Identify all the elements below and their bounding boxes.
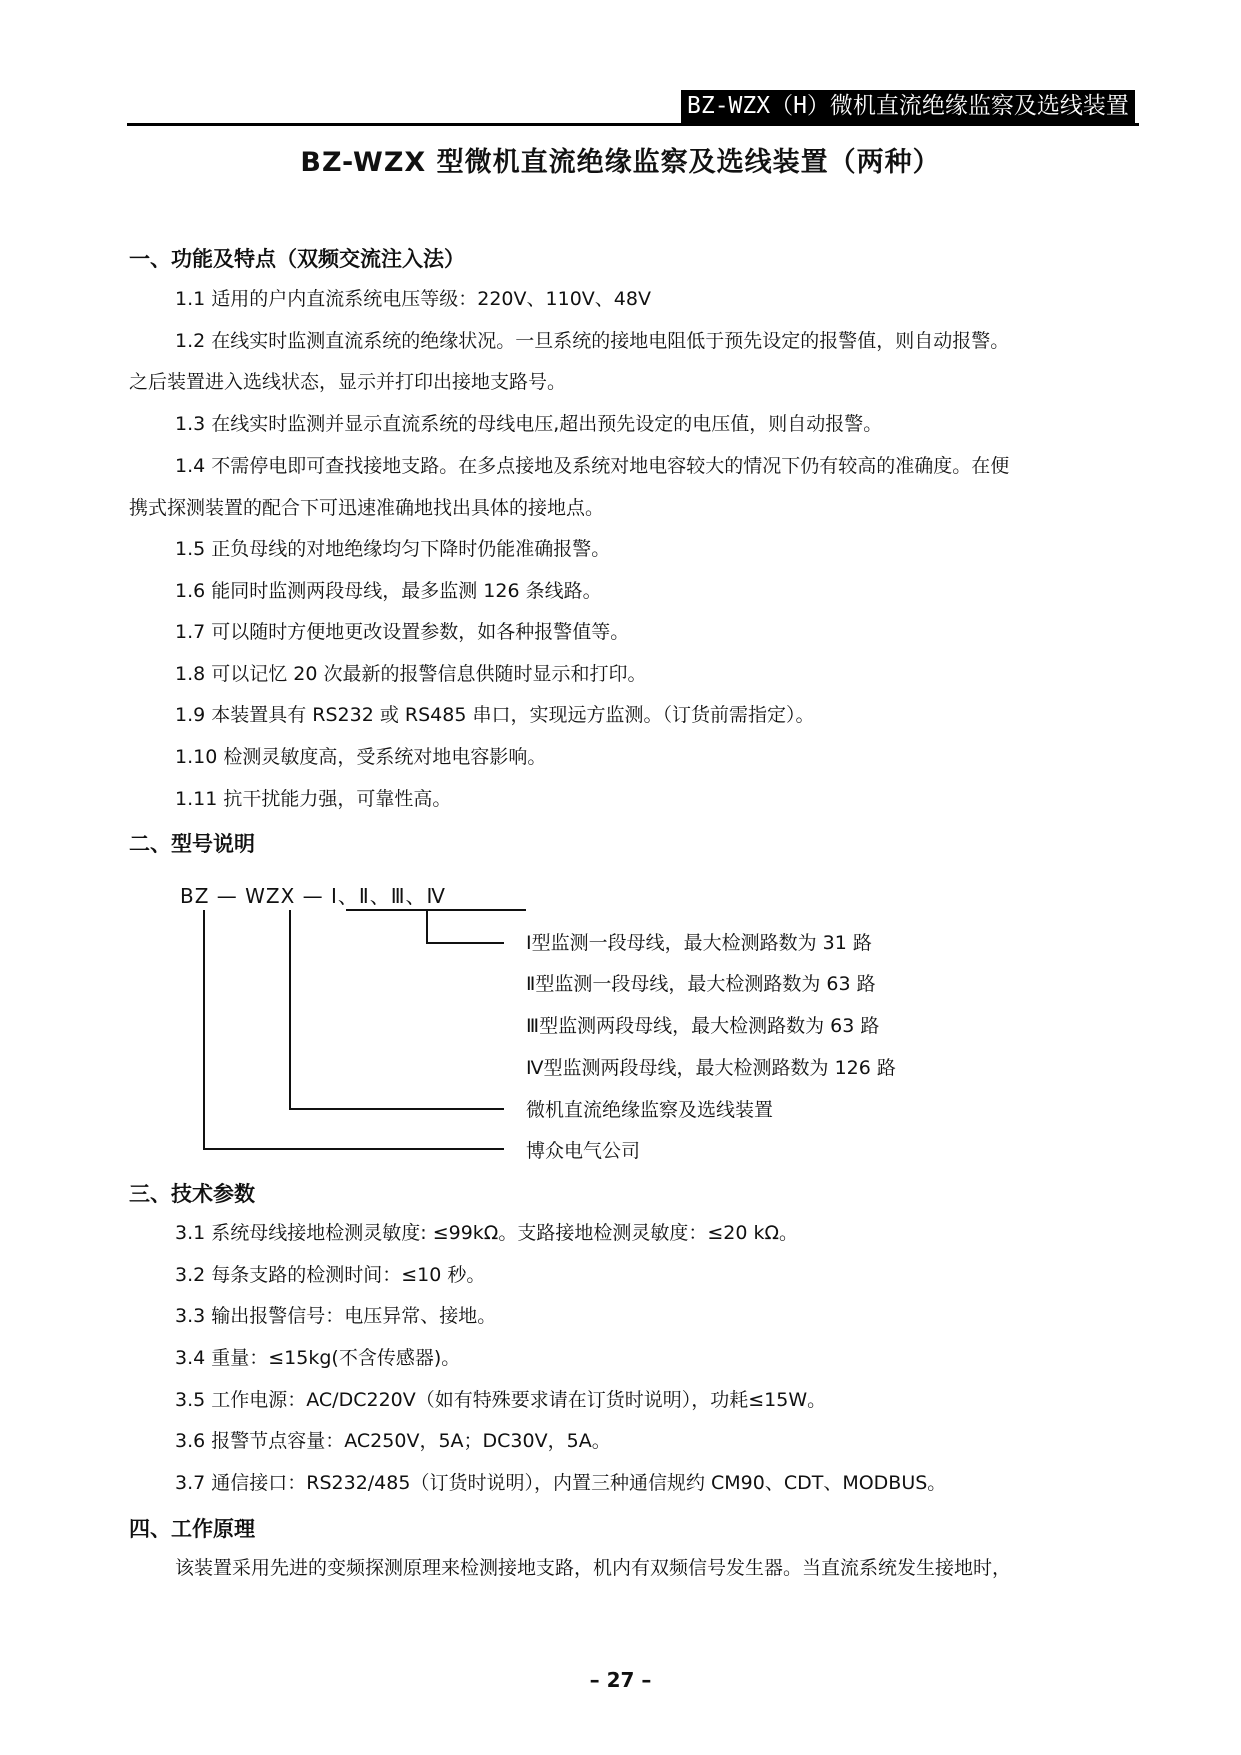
feature-item: 1.1 适用的户内直流系统电压等级：220V、110V、48V	[175, 288, 651, 310]
connector-roman-horizontal	[426, 942, 504, 944]
feature-item: 1.3 在线实时监测并显示直流系统的母线电压,超出预先设定的电压值，则自动报警。	[175, 413, 883, 435]
model-label-type-1: Ⅰ型监测一段母线，最大检测路数为 31 路	[526, 932, 872, 954]
model-label-device: 微机直流绝缘监察及选线装置	[526, 1099, 774, 1121]
spec-item: 3.7 通信接口：RS232/485（订货时说明），内置三种通信规约 CM90、CDT、MODBUS。	[175, 1472, 947, 1494]
connector-bz-horizontal	[203, 1148, 504, 1150]
section-heading-principle: 四、工作原理	[129, 1517, 255, 1541]
model-label-company: 博众电气公司	[526, 1140, 641, 1162]
spec-item: 3.6 报警节点容量：AC250V，5A；DC30V，5A。	[175, 1430, 611, 1452]
spec-item: 3.3 输出报警信号：电压异常、接地。	[175, 1305, 497, 1327]
model-label-type-2: Ⅱ型监测一段母线，最大检测路数为 63 路	[526, 973, 876, 995]
model-label-type-4: Ⅳ型监测两段母线，最大检测路数为 126 路	[526, 1057, 896, 1079]
feature-item: 1.9 本装置具有 RS232 或 RS485 串口，实现远方监测。（订货前需指定）。	[175, 704, 815, 726]
model-code: BZ — WZX — Ⅰ、Ⅱ、Ⅲ、Ⅳ	[180, 884, 447, 908]
spec-item: 3.4 重量：≤15kg(不含传感器)。	[175, 1347, 461, 1369]
feature-item: 1.7 可以随时方便地更改设置参数，如各种报警值等。	[175, 621, 630, 643]
feature-item: 1.2 在线实时监测直流系统的绝缘状况。一旦系统的接地电阻低于预先设定的报警值，则自动报警。	[175, 330, 1010, 352]
feature-item: 1.4 不需停电即可查找接地支路。在多点接地及系统对地电容较大的情况下仍有较高的准确度。在便	[175, 455, 1010, 477]
connector-roman-vertical	[426, 910, 428, 944]
document-title: BZ-WZX 型微机直流绝缘监察及选线装置（两种）	[300, 147, 941, 178]
section-heading-model: 二、型号说明	[129, 832, 255, 856]
running-header: BZ-WZX（H）微机直流绝缘监察及选线装置	[681, 90, 1135, 123]
connector-wzx-vertical	[289, 910, 291, 1110]
section-heading-specs: 三、技术参数	[129, 1182, 255, 1206]
spec-item: 3.5 工作电源：AC/DC220V（如有特殊要求请在订货时说明），功耗≤15W。	[175, 1389, 827, 1411]
roman-underline	[346, 909, 526, 911]
feature-item: 1.8 可以记忆 20 次最新的报警信息供随时显示和打印。	[175, 663, 647, 685]
connector-wzx-horizontal	[289, 1108, 504, 1110]
feature-item: 1.6 能同时监测两段母线，最多监测 126 条线路。	[175, 580, 602, 602]
page-number: – 27 –	[589, 1668, 652, 1692]
feature-item: 1.11 抗干扰能力强，可靠性高。	[175, 788, 452, 810]
section-heading-features: 一、功能及特点（双频交流注入法）	[129, 247, 465, 271]
spec-item: 3.1 系统母线接地检测灵敏度: ≤99kΩ。支路接地检测灵敏度：≤20 kΩ。	[175, 1222, 798, 1244]
feature-item-continuation: 之后装置进入选线状态，显示并打印出接地支路号。	[129, 371, 567, 393]
principle-paragraph: 该装置采用先进的变频探测原理来检测接地支路，机内有双频信号发生器。当直流系统发生接地时，	[175, 1557, 1012, 1579]
header-rule	[127, 123, 1139, 126]
connector-bz-vertical	[203, 910, 205, 1150]
spec-item: 3.2 每条支路的检测时间：≤10 秒。	[175, 1264, 486, 1286]
model-label-type-3: Ⅲ型监测两段母线，最大检测路数为 63 路	[526, 1015, 880, 1037]
feature-item-continuation: 携式探测装置的配合下可迅速准确地找出具体的接地点。	[129, 497, 605, 519]
feature-item: 1.10 检测灵敏度高，受系统对地电容影响。	[175, 746, 547, 768]
feature-item: 1.5 正负母线的对地绝缘均匀下降时仍能准确报警。	[175, 538, 611, 560]
